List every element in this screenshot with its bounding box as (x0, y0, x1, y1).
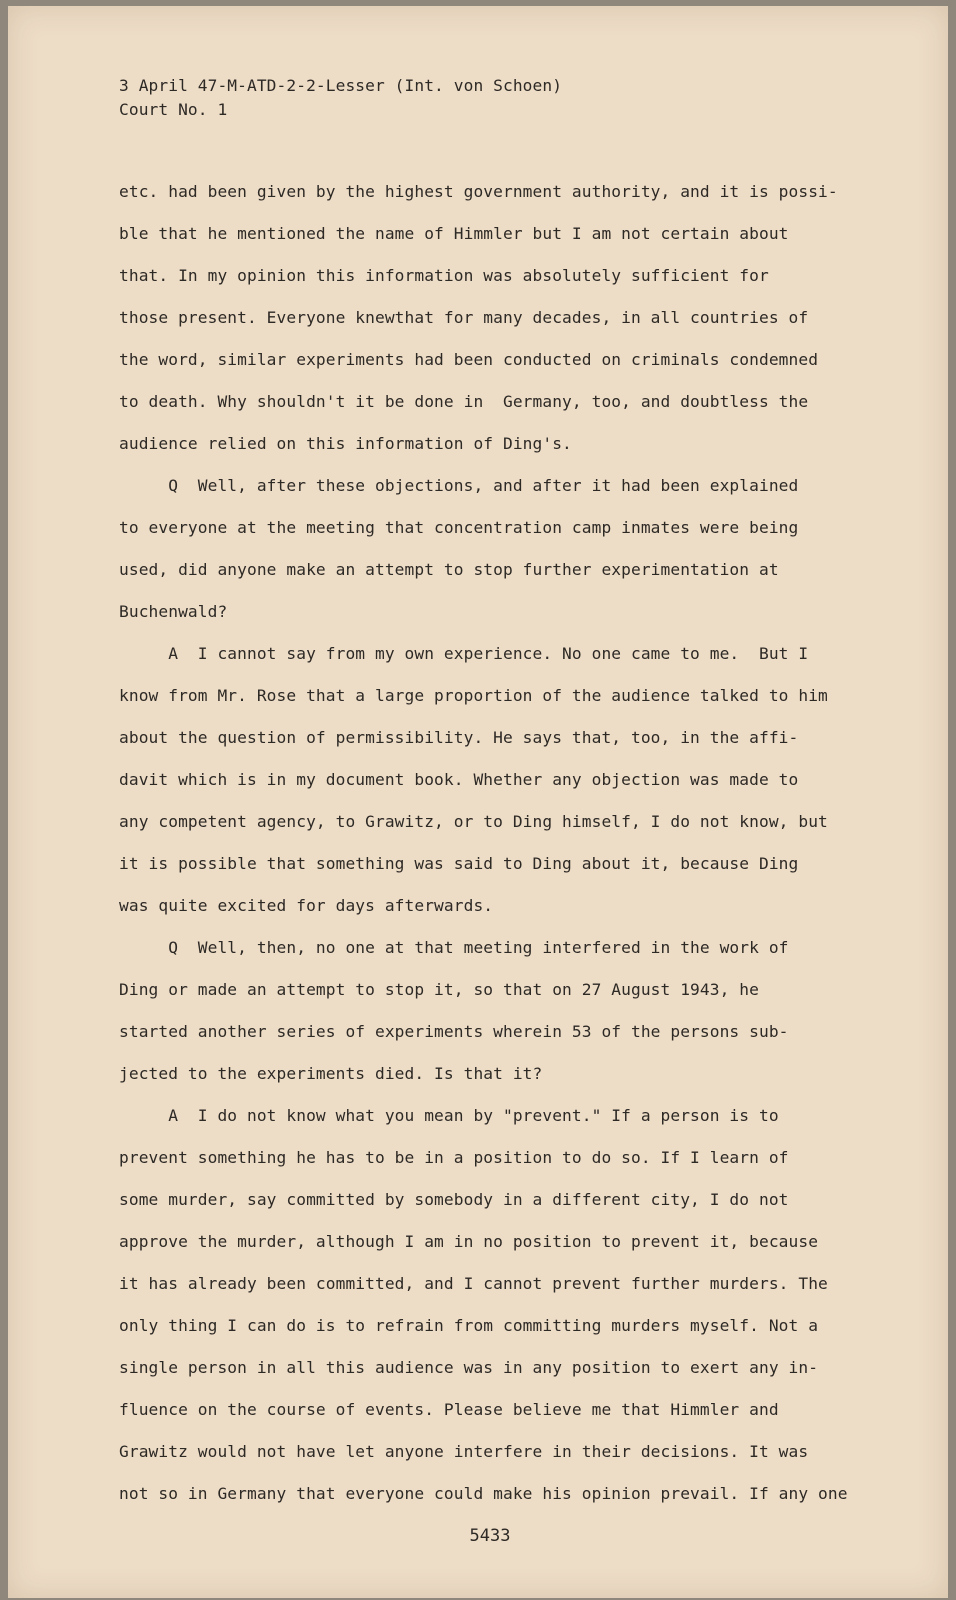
transcript-line: approve the murder, although I am in no position to prevent it, because (119, 1232, 819, 1251)
transcript-line: single person in all this audience was in any position to exert any in- (119, 1358, 819, 1377)
transcript-line: those present. Everyone knewthat for many decades, in all countries of (119, 308, 809, 327)
page-number: 5433 (469, 1526, 511, 1546)
transcript-line: only thing I can do is to refrain from committing murders myself. Not a (119, 1316, 819, 1335)
transcript-line: to everyone at the meeting that concentration camp inmates were being (119, 518, 799, 537)
transcript-line: started another series of experiments wherein 53 of the persons sub- (119, 1022, 789, 1041)
transcript-line: it is possible that something was said to Ding about it, because Ding (119, 854, 799, 873)
transcript-line: fluence on the course of events. Please believe me that Himmler and (119, 1400, 779, 1419)
transcript-line: Buchenwald? (119, 602, 228, 621)
transcript-line: know from Mr. Rose that a large proportion of the audience talked to him (119, 686, 828, 705)
transcript-line: davit which is in my document book. Whether any objection was made to (119, 770, 799, 789)
transcript-body (119, 180, 899, 1524)
transcript-line: Q Well, after these objections, and after it had been explained (119, 476, 799, 495)
transcript-line: to death. Why shouldn't it be done in Germany, too, and doubtless the (119, 392, 809, 411)
transcript-line: that. In my opinion this information was absolutely sufficient for (119, 266, 769, 285)
transcript-line: about the question of permissibility. He says that, too, in the affi- (119, 728, 799, 747)
transcript-line: any competent agency, to Grawitz, or to Ding himself, I do not know, but (119, 812, 828, 831)
header-court-line: Court No. 1 (119, 100, 228, 119)
transcript-line: was quite excited for days afterwards. (119, 896, 494, 915)
transcript-line: used, did anyone make an attempt to stop further experimentation at (119, 560, 779, 579)
transcript-line: Q Well, then, no one at that meeting interfered in the work of (119, 938, 789, 957)
transcript-line: it has already been committed, and I cannot prevent further murders. The (119, 1274, 828, 1293)
transcript-line: audience relied on this information of Ding's. (119, 434, 572, 453)
transcript-sheet (119, 74, 899, 1524)
document-page (8, 6, 948, 1598)
transcript-line: A I cannot say from my own experience. No one came to me. But I (119, 644, 809, 663)
transcript-line: prevent something he has to be in a position to do so. If I learn of (119, 1148, 789, 1167)
transcript-line: the word, similar experiments had been conducted on criminals condemned (119, 350, 819, 369)
transcript-line: A I do not know what you mean by "prevent." If a person is to (119, 1106, 779, 1125)
transcript-line: Grawitz would not have let anyone interfere in their decisions. It was (119, 1442, 809, 1461)
transcript-line: Ding or made an attempt to stop it, so that on 27 August 1943, he (119, 980, 759, 999)
transcript-line: not so in Germany that everyone could make his opinion prevail. If any one (119, 1484, 848, 1503)
transcript-line: jected to the experiments died. Is that it? (119, 1064, 543, 1083)
transcript-line: etc. had been given by the highest government authority, and it is possi- (119, 182, 838, 201)
transcript-line: some murder, say committed by somebody in a different city, I do not (119, 1190, 789, 1209)
header-date-line: 3 April 47-M-ATD-2-2-Lesser (Int. von Schoen) (119, 76, 563, 95)
transcript-line: ble that he mentioned the name of Himmler but I am not certain about (119, 224, 789, 243)
